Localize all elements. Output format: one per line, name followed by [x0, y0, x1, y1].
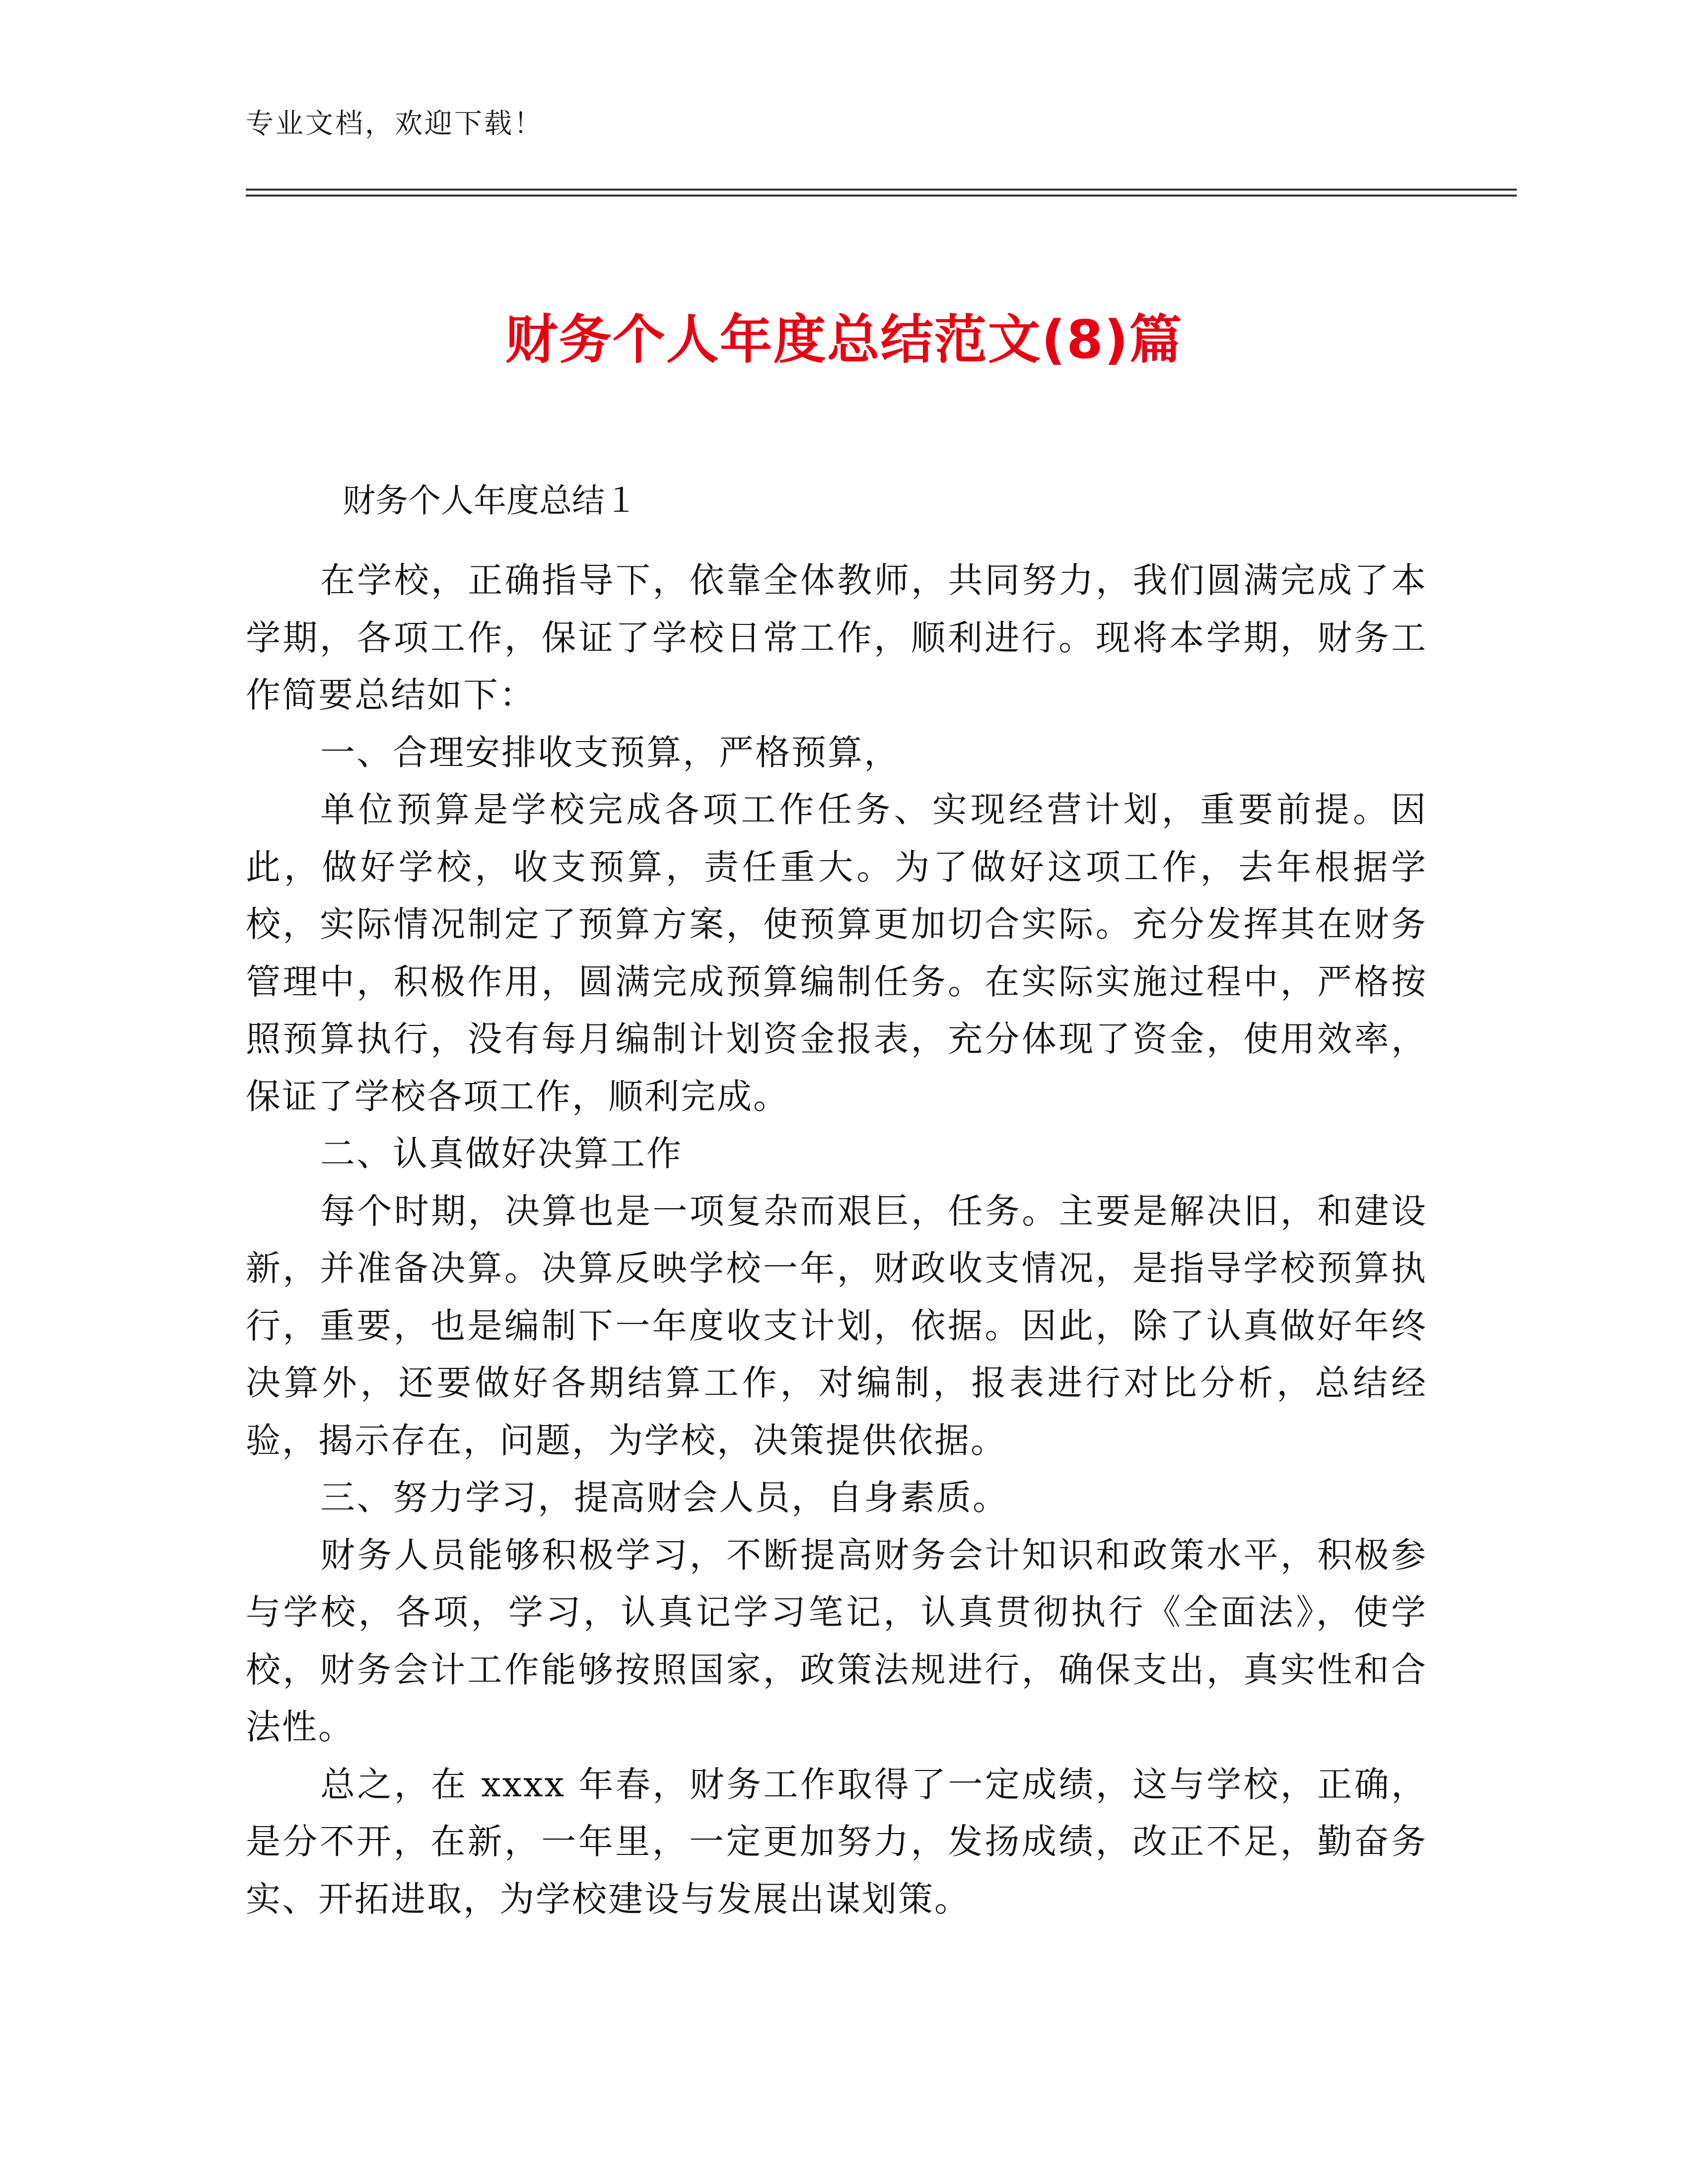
document-title: 财务个人年度总结范文(8)篇 [505, 309, 1183, 370]
subheading-study: 三、努力学习，提高财会人员，自身素质。 [320, 1477, 1009, 1518]
subheading-budget: 一、合理安排收支预算，严格预算， [320, 732, 900, 773]
paragraph-final-accounts: 每个时期，决算也是一项复杂而艰巨，任务。主要是解决旧，和建设新，并准备决算。决算反映学校一年，财政收支情况，是指导学校预算执行，重要，也是编制下一年度收支计划，依据。因此，除了认真做好年终决算外，还要做好各期结算工作，对编制，报表进行对比分析，总结经验，揭示存在，问题，为学校，决策提供依据。 [246, 1190, 1427, 1461]
subheading-final-accounts: 二、认真做好决算工作 [320, 1133, 683, 1174]
header-divider-bottom [246, 195, 1517, 197]
header-divider-top [246, 189, 1517, 191]
document-body [246, 552, 1427, 1928]
paragraph-intro: 在学校，正确指导下，依靠全体教师，共同努力，我们圆满完成了本学期，各项工作，保证了学校日常工作，顺利进行。现将本学期，财务工作简要总结如下： [246, 560, 1427, 715]
section-heading: 财务个人年度总结１ [343, 481, 637, 520]
paragraph-study: 财务人员能够积极学习，不断提高财务会计知识和政策水平，积极参与学校，各项，学习，认真记学习笔记，认真贯彻执行《全面法》，使学校，财务会计工作能够按照国家，政策法规进行，确保支出，真实性和合法性。 [246, 1534, 1427, 1747]
paragraph-budget: 单位预算是学校完成各项工作任务、实现经营计划，重要前提。因此，做好学校，收支预算，责任重大。为了做好这项工作，去年根据学校，实际情况制定了预算方案，使预算更加切合实际。充分发挥其在财务管理中，积极作用，圆满完成预算编制任务。在实际实施过程中，严格按照预算执行，没有每月编制计划资金报表，充分体现了资金，使用效率，保证了学校各项工作，顺利完成。 [246, 789, 1427, 1117]
paragraph-conclusion: 总之，在 xxxx 年春，财务工作取得了一定成绩，这与学校，正确，是分不开，在新，一年里，一定更加努力，发扬成绩，改正不足，勤奋务实、开拓进取，为学校建设与发展出谋划策。 [246, 1764, 1427, 1919]
page-header-text: 专业文档，欢迎下载！ [246, 108, 544, 140]
